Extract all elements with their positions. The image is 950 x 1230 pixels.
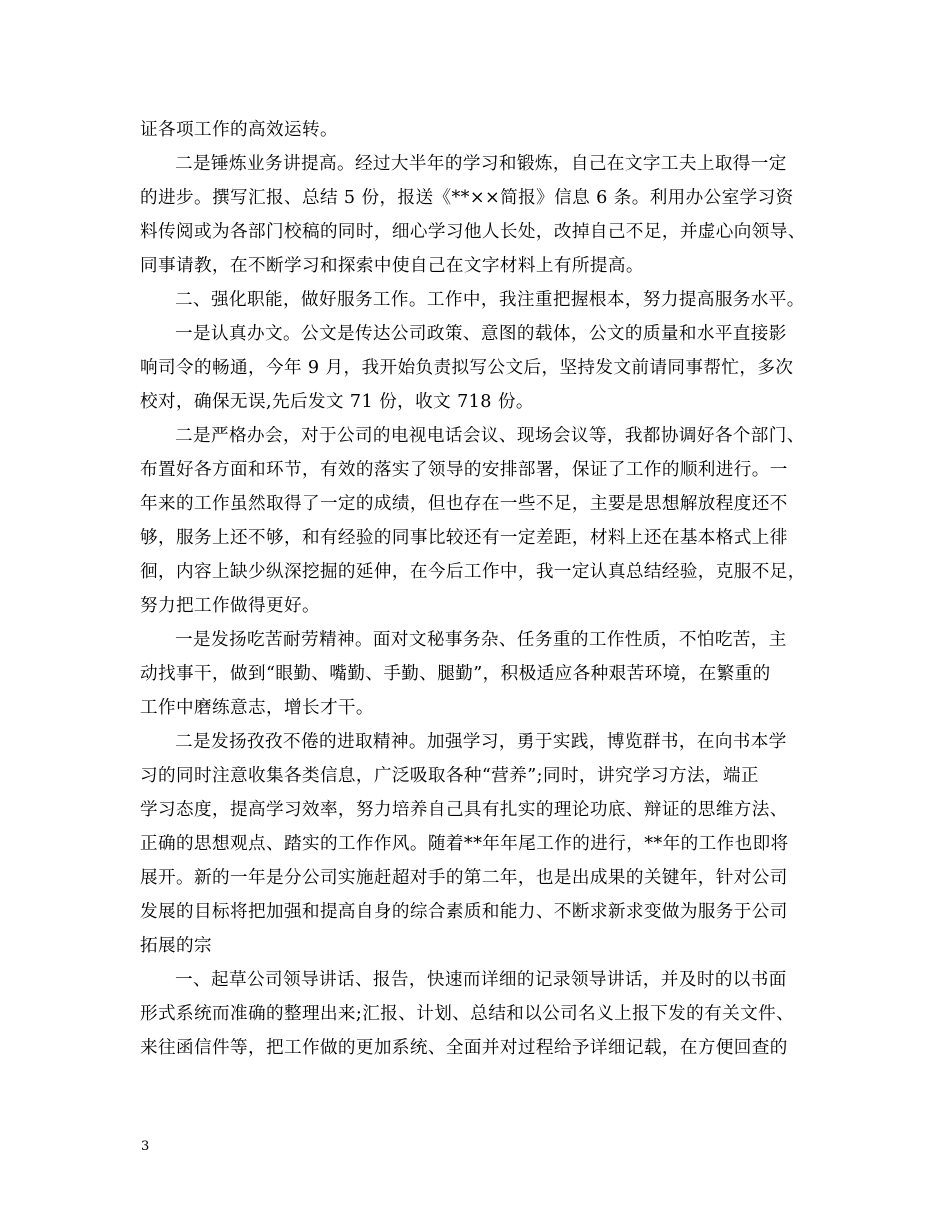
text-line: 徊，内容上缺少纵深挖掘的延伸，在今后工作中，我一定认真总结经验，克服不足，	[140, 562, 806, 582]
text-line: 来往函信件等，把工作做的更加系统、全面并对过程给予详细记载，在方便回查的	[140, 1038, 788, 1058]
text-line: 二是锤炼业务讲提高。经过大半年的学习和锻炼，自己在文字工夫上取得一定	[175, 154, 787, 174]
text-line: 动找事干，做到“眼勤、嘴勤、手勤、腿勤”，积极适应各种艰苦环境，在繁重的	[140, 664, 771, 684]
text-line: 的进步。撰写汇报、总结 5 份，报送《**××简报》信息 6 条。利用办公室学习资	[140, 188, 794, 208]
text-line: 展开。新的一年是分公司实施赶超对手的第二年，也是出成果的关键年，针对公司	[140, 868, 788, 888]
text-line: 证各项工作的高效运转。	[140, 120, 338, 140]
text-line: 发展的目标将把加强和提高自身的综合素质和能力、不断求新求变做为服务于公司	[140, 902, 788, 922]
document-body	[140, 113, 828, 1065]
text-line: 布置好各方面和环节，有效的落实了领导的安排部署，保证了工作的顺利进行。一	[140, 460, 788, 480]
text-line: 校对，确保无误,先后发文 71 份，收文 718 份。	[140, 392, 534, 412]
text-line: 一是发扬吃苦耐劳精神。面对文秘事务杂、任务重的工作性质，不怕吃苦，主	[175, 630, 787, 650]
text-line: 二、强化职能，做好服务工作。工作中，我注重把握根本，努力提高服务水平。	[175, 290, 805, 310]
text-line: 年来的工作虽然取得了一定的成绩，但也存在一些不足，主要是思想解放程度还不	[140, 494, 788, 514]
text-line: 习的同时注意收集各类信息，广泛吸取各种“营养”;同时，讲究学习方法，端正	[140, 766, 759, 786]
text-line: 料传阅或为各部门校稿的同时，细心学习他人长处，改掉自己不足，并虚心向领导、	[140, 222, 806, 242]
text-line: 一、起草公司领导讲话、报告，快速而详细的记录领导讲话，并及时的以书面	[175, 970, 787, 990]
text-line: 努力把工作做得更好。	[140, 596, 320, 616]
page-number: 3	[141, 1139, 150, 1154]
text-line: 工作中磨练意志，增长才干。	[140, 698, 374, 718]
text-line: 学习态度，提高学习效率，努力培养自己具有扎实的理论功底、辩证的思维方法、	[140, 800, 788, 820]
text-line: 拓展的宗	[140, 936, 212, 956]
text-line: 正确的思想观点、踏实的工作作风。随着**年年尾工作的进行，**年的工作也即将	[140, 834, 789, 854]
text-line: 响司令的畅通，今年 9 月，我开始负责拟写公文后，坚持发文前请同事帮忙，多次	[140, 358, 794, 378]
text-line: 够，服务上还不够，和有经验的同事比较还有一定差距，材料上还在基本格式上徘	[140, 528, 788, 548]
text-line: 二是发扬孜孜不倦的进取精神。加强学习，勇于实践，博览群书，在向书本学	[175, 732, 787, 752]
text-line: 同事请教，在不断学习和探索中使自己在文字材料上有所提高。	[140, 256, 644, 276]
text-line: 二是严格办会，对于公司的电视电话会议、现场会议等，我都协调好各个部门、	[175, 426, 805, 446]
text-line: 形式系统而准确的整理出来;汇报、计划、总结和以公司名义上报下发的有关文件、	[140, 1004, 795, 1024]
text-line: 一是认真办文。公文是传达公司政策、意图的载体，公文的质量和水平直接影	[175, 324, 787, 344]
